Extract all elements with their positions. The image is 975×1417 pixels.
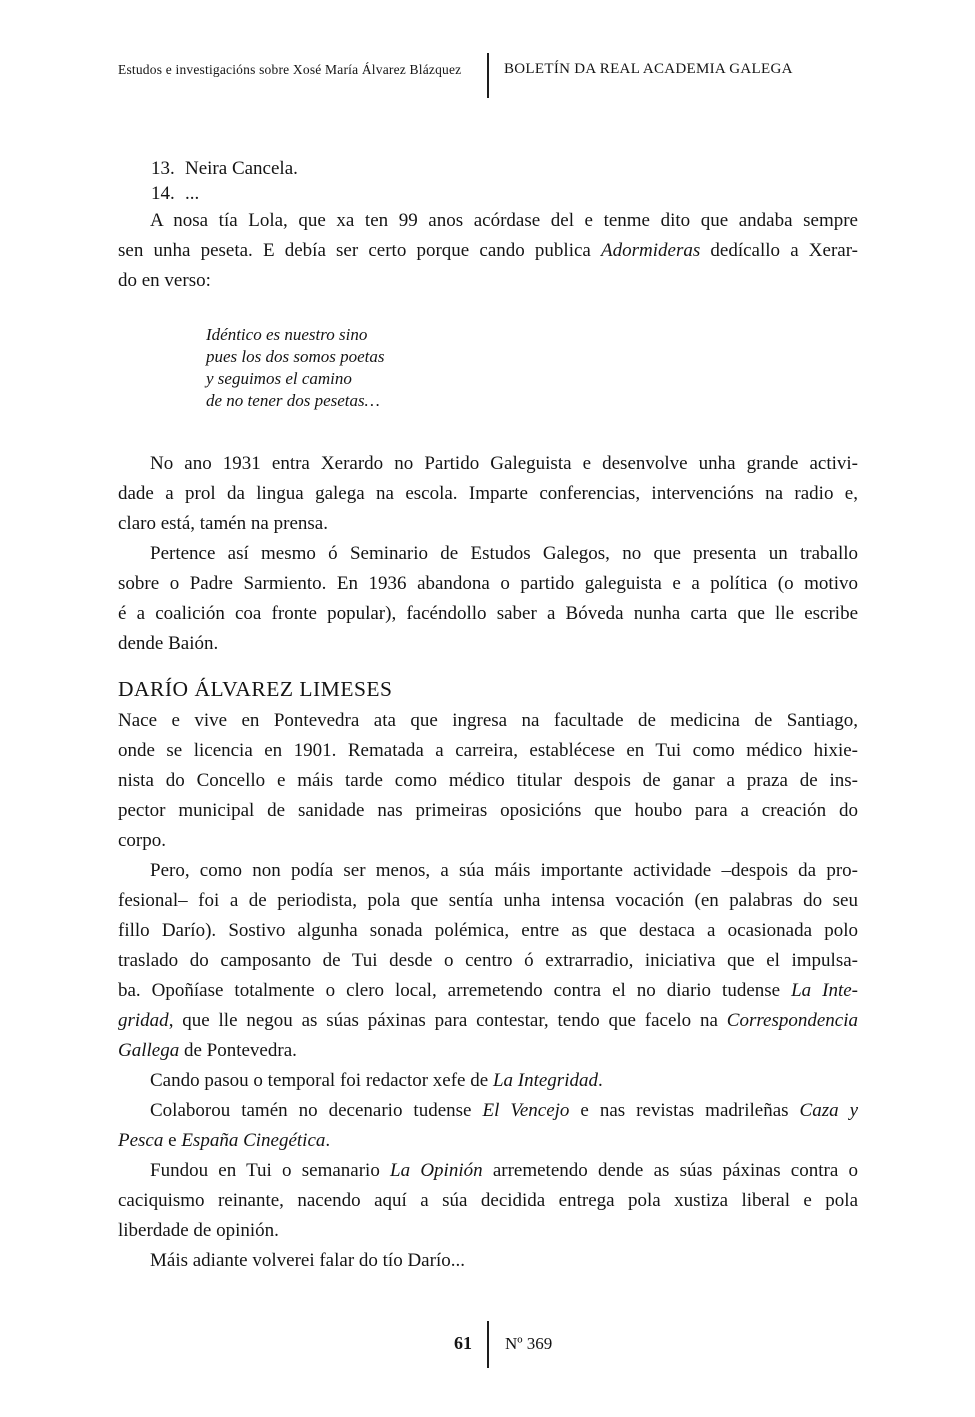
verse-line: de no tener dos pesetas… [206, 391, 380, 410]
text-line: onde se licencia en 1901. Rematada a carreira, establécese en Tui como médico hixie- [118, 740, 858, 761]
text-line: traslado do camposanto de Tui desde o centro ó extrarradio, iniciativa que el impulsa- [118, 950, 858, 971]
italic-title: Gallega [118, 1040, 180, 1061]
paragraph [118, 449, 858, 539]
text-line: Colaborou tamén no decenario tudense El Vencejo e nas revistas madrileñas Caza y [150, 1100, 859, 1121]
paragraph [118, 206, 858, 296]
verse-line: y seguimos el camino [206, 369, 352, 388]
text-line: Máis adiante volverei falar do tío Darío... [150, 1250, 465, 1271]
italic-title: El Vencejo [482, 1100, 570, 1121]
list-item-text: ... [185, 183, 200, 204]
italic-title: Correspondencia [726, 1010, 858, 1031]
text-line: dende Baión. [118, 633, 219, 654]
paragraph [118, 539, 858, 659]
list-item-number: 13. [151, 158, 175, 179]
text-line: Pero, como non podía ser menos, a súa máis importante actividade –despois da pro- [150, 860, 858, 881]
paragraph [118, 1066, 858, 1096]
italic-title: Adormideras [601, 240, 701, 261]
paragraph [118, 1156, 858, 1246]
text-line: claro está, tamén na prensa. [118, 513, 328, 534]
text-line: fesional– foi a de periodista, pola que sentía unha intensa vocación (en palabras do seu [118, 890, 858, 911]
text-line: caciquismo reinante, nacendo aquí a súa decidida entrega pola xustiza liberal e pola [118, 1190, 858, 1211]
italic-title: Caza y [799, 1100, 859, 1121]
list-item [118, 156, 858, 181]
verse-line: pues los dos somos poetas [206, 347, 385, 366]
text-line: Pesca e España Cinegética. [118, 1130, 331, 1151]
text-line: ba. Opoñíase totalmente o clero local, arremetendo contra el no diario tudense La Inte- [118, 980, 858, 1001]
page-content [118, 156, 858, 1276]
text-line: No ano 1931 entra Xerardo no Partido Galeguista e desenvolve unha grande activi- [150, 453, 858, 474]
text-line: do en verso: [118, 270, 211, 291]
text-line: sobre o Padre Sarmiento. En 1936 abandona o partido galeguista e a política (o motivo [118, 573, 858, 594]
text-line: corpo. [118, 830, 167, 851]
text-line: dade a prol da lingua galega na escola. Imparte conferencias, intervencións na radio e, [118, 483, 858, 504]
running-head-left: Estudos e investigacións sobre Xosé María Álvarez Blázquez [118, 62, 462, 77]
text-line: Cando pasou o temporal foi redactor xefe de La Integridad. [150, 1070, 603, 1091]
text-line: fillo Darío). Sostivo algunha sonada polémica, entre as que destaca a ocasionada polo [118, 920, 858, 941]
text-line: Gallega de Pontevedra. [118, 1040, 297, 1061]
running-head-right: BOLETÍN DA REAL ACADEMIA GALEGA [504, 61, 793, 77]
text-line: Nace e vive en Pontevedra ata que ingresa na facultade de medicina de Santiago, [118, 710, 858, 731]
verse-line: Idéntico es nuestro sino [206, 325, 368, 344]
italic-title: gridad [118, 1010, 169, 1031]
italic-title: La Inte- [791, 980, 858, 1001]
paragraph [118, 1246, 858, 1276]
text-line: A nosa tía Lola, que xa ten 99 anos acórdase del e tenme dito que andaba sempre [150, 210, 858, 231]
text-line: gridad, que lle negou as súas páxinas para contestar, tendo que facelo na Correspondencia [118, 1010, 858, 1031]
page-number: 61 [454, 1333, 472, 1353]
header-divider-line [487, 53, 489, 98]
text-line: é a coalición coa fronte popular), facéndollo saber a Bóveda nunha carta que lle escribe [118, 603, 858, 624]
italic-title: La Opinión [390, 1160, 483, 1181]
verse-block [206, 324, 858, 412]
paragraph [118, 706, 858, 856]
text-line: Pertence así mesmo ó Seminario de Estudos Galegos, no que presenta un traballo [150, 543, 858, 564]
section-heading: DARÍO ÁLVAREZ LIMESES [118, 677, 393, 701]
text-line: pector municipal de sanidade nas primeiras oposicións que houbo para a creación do [118, 800, 858, 821]
text-line: sen unha peseta. E debía ser certo porque cando publica Adormideras dedícallo a Xerar- [118, 240, 858, 261]
text-line: Fundou en Tui o semanario La Opinión arremetendo dende as súas páxinas contra o [150, 1160, 858, 1181]
list-item-text: Neira Cancela. [185, 158, 298, 179]
issue-number: Nº 369 [505, 1334, 553, 1353]
footer-divider-line [487, 1321, 489, 1368]
paragraph [118, 856, 858, 1066]
list-item-number: 14. [151, 183, 175, 204]
text-line: liberdade de opinión. [118, 1220, 279, 1241]
list-item [118, 181, 858, 206]
text-line: nista do Concello e máis tarde como médico titular despois de ganar a praza de ins- [118, 770, 858, 791]
italic-title: La Integridad [492, 1070, 598, 1091]
paragraph [118, 1096, 858, 1156]
italic-title: Pesca [118, 1130, 164, 1151]
italic-title: España Cinegética [181, 1130, 326, 1151]
